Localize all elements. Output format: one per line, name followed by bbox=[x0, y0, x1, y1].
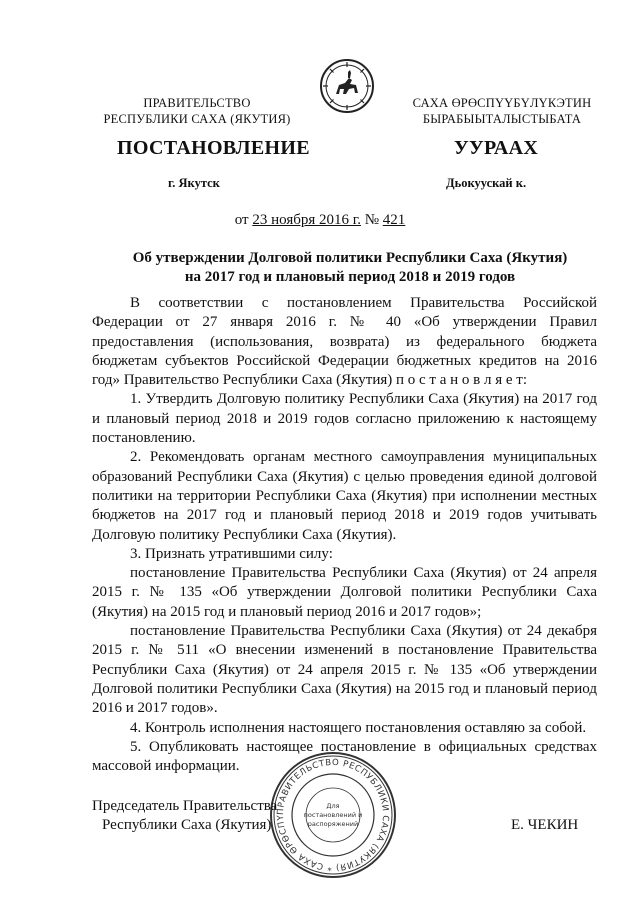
paragraph-item-1: 1. Утвердить Долговую политику Республики Саха (Якутия) на 2017 год и плановый период 2018 и 2019 годов согласно приложению к настоящему постановлению. bbox=[92, 391, 597, 447]
left-org-line1: ПРАВИТЕЛЬСТВО bbox=[143, 96, 251, 110]
paragraph-item-3-sub-1: постановление Правительства Республики Саха (Якутия) от 24 апреля 2015 г. № 135 «Об утверждении Долговой политики Республики Саха (Якутия) на 2015 год и плановый период 2016 и 2017 годов»; bbox=[92, 565, 597, 620]
left-city: г. Якутск bbox=[168, 176, 220, 190]
right-city: Дьокуускай к. bbox=[446, 176, 527, 190]
signatory-position-line2: Республики Саха (Якутия) bbox=[102, 817, 272, 833]
date-prefix: от bbox=[234, 212, 249, 228]
stamp-ring-text: ПРАВИТЕЛЬСТВО РЕСПУБЛИКИ САХА (ЯКУТИЯ) * САХА ӨРӨСПҮ bbox=[275, 757, 391, 873]
paragraph-item-3-sub-2: постановление Правительства Республики Саха (Якутия) от 24 декабря 2015 г. № 511 «О внесении изменений в постановление Правительства Республики Саха (Якутия) от 24 апреля 2015 г. № 135 «Об утверждении Долговой политики Республики Саха (Якутия) на 2015 год и плановый период 2016 и 2017 годов». bbox=[92, 623, 597, 717]
right-org-line1: САХА ӨРӨСПҮҮБҮЛҮКЭТИН bbox=[412, 96, 592, 110]
right-org-line2: БЫРАБЫЫТАЛЫСТЫБАТА bbox=[422, 112, 582, 126]
svg-text:постановлений и: постановлений и bbox=[303, 811, 363, 819]
paragraph-item-4: 4. Контроль исполнения настоящего постановления оставляю за собой. bbox=[130, 719, 587, 736]
left-org-line2: РЕСПУБЛИКИ САХА (ЯКУТИЯ) bbox=[103, 112, 291, 126]
title-line1: Об утверждении Долговой политики Республики Саха (Якутия) bbox=[132, 250, 568, 266]
paragraph-preamble: В соответствии с постановлением Правительства Российской Федерации от 27 января 2016 г. № 40 «Об утверждении Правил предоставления (использования, возврата) из федерального бюджета бюджетам субъектов Российской Федерации бюджетных кредитов на 2016 год» Правительство Республики Саха (Якутия) п о с т а н о в л я е т: bbox=[92, 295, 597, 389]
svg-text:распоряжений: распоряжений bbox=[307, 820, 359, 828]
left-doc-type: ПОСТАНОВЛЕНИЕ bbox=[117, 137, 310, 159]
signatory-position-line1: Председатель Правительства bbox=[92, 798, 278, 814]
document-date: 23 ноября 2016 г. bbox=[252, 212, 361, 228]
document-dateline bbox=[0, 212, 640, 229]
left-org-name bbox=[92, 95, 302, 127]
document-number: 421 bbox=[382, 212, 406, 228]
signatory-name: Е. ЧЕКИН bbox=[511, 817, 579, 833]
signatory-position bbox=[92, 797, 277, 835]
number-sign: № bbox=[364, 212, 380, 228]
emblem-icon bbox=[319, 58, 375, 114]
official-stamp bbox=[268, 750, 398, 880]
right-org-name bbox=[392, 95, 612, 127]
right-doc-type: УУРААХ bbox=[454, 137, 539, 159]
document-body bbox=[92, 294, 597, 776]
svg-text:Для: Для bbox=[326, 802, 340, 810]
title-line2: на 2017 год и плановый период 2018 и 2019 годов bbox=[184, 269, 516, 285]
paragraph-item-5: 5. Опубликовать настоящее постановление в официальных средствах массовой информации. bbox=[92, 738, 597, 775]
paragraph-item-3: 3. Признать утратившими силу: bbox=[130, 545, 333, 562]
paragraph-item-2: 2. Рекомендовать органам местного самоуправления муниципальных образований Республики Саха (Якутия) с целью проведения единой долговой политики на территории Республики Саха (Якутия) при исполнении местных бюджетов на 2017 год и плановый период 2018 и 2019 годов учитывать Долговую политику Республики Саха (Якутия). bbox=[92, 449, 597, 543]
document-title bbox=[60, 249, 640, 287]
